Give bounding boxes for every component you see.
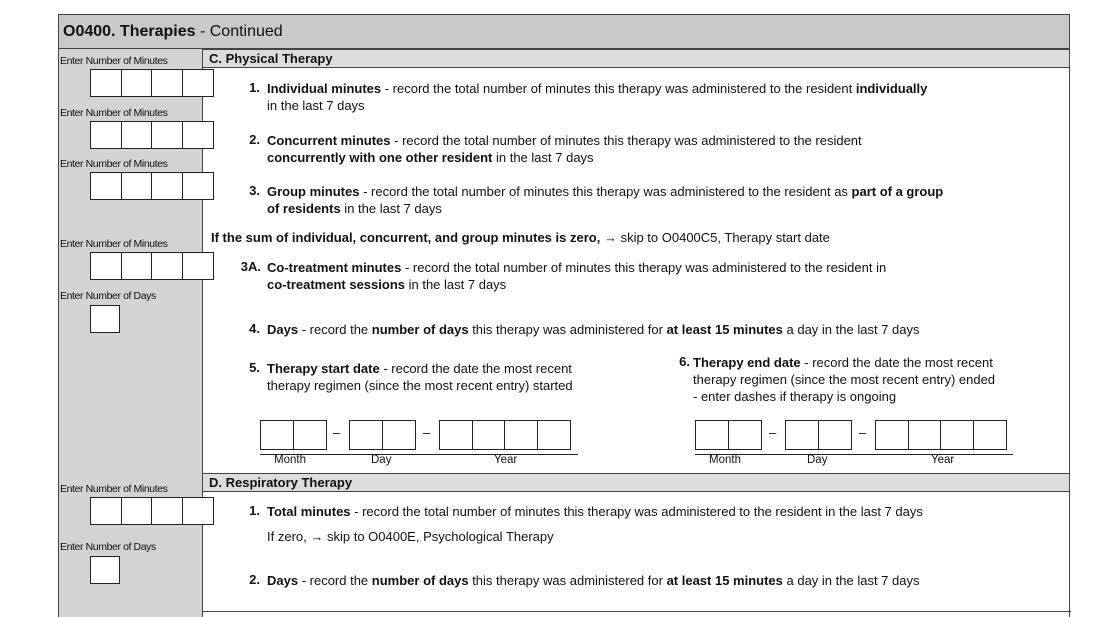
- entry-label-minutes: Enter Number of Minutes: [60, 55, 168, 67]
- item-number: 4.: [249, 321, 260, 336]
- month-label: Month: [274, 454, 306, 466]
- date-separator: –: [769, 425, 777, 440]
- entry-label-minutes: Enter Number of Minutes: [60, 158, 168, 170]
- c4-instructions: Days - record the number of days this therapy was administered for at least 15 minutes a day in the last 7 days: [267, 322, 920, 337]
- c4-days-input[interactable]: [90, 305, 120, 333]
- item-number: 1.: [249, 80, 260, 95]
- section-title-bar: [59, 15, 1069, 49]
- entry-label-minutes: Enter Number of Minutes: [60, 238, 168, 250]
- c3a-instructions: Co-treatment minutes - record the total number of minutes this therapy was administered to the resident in co-treatment sessions in the last 7 days: [267, 260, 887, 292]
- day-label: Day: [371, 454, 392, 466]
- date-separator: –: [423, 425, 431, 440]
- c6-year-input[interactable]: [875, 420, 1005, 450]
- section-d-header: D. Respiratory Therapy: [203, 473, 1069, 492]
- c3-minutes-input[interactable]: [90, 172, 212, 200]
- date-separator: –: [333, 425, 341, 440]
- item-number: 5.: [249, 360, 260, 375]
- c6-instructions: Therapy end date - record the date the most recent therapy regimen (since the most recent entry) ended - enter dashes if therapy is ongoing: [693, 355, 996, 404]
- c2-instructions: Concurrent minutes - record the total number of minutes this therapy was administered to the resident concurrently with one other resident in the last 7 days: [267, 133, 862, 165]
- item-number: 2.: [249, 572, 260, 587]
- month-label: Month: [709, 454, 741, 466]
- year-label: Year: [494, 454, 518, 466]
- entry-label-days: Enter Number of Days: [60, 541, 156, 553]
- c6-day-input[interactable]: [785, 420, 850, 450]
- entry-label-minutes: Enter Number of Minutes: [60, 483, 168, 495]
- c-skip-instruction: If the sum of individual, concurrent, and group minutes is zero, → skip to O0400C5, Therapy start date: [211, 230, 830, 245]
- item-number: 6.: [679, 354, 690, 369]
- item-number: 1.: [249, 503, 260, 518]
- c1-instructions: Individual minutes - record the total number of minutes this therapy was administered to the resident individually in the last 7 days: [267, 81, 928, 113]
- day-label: Day: [807, 454, 828, 466]
- year-label: Year: [931, 454, 955, 466]
- arrow-right-icon: →: [603, 230, 617, 245]
- c6-month-input[interactable]: [695, 420, 760, 450]
- section-c-header: C. Physical Therapy: [203, 49, 1069, 68]
- d1-instructions: Total minutes - record the total number of minutes this therapy was administered to the resident in the last 7 days: [267, 504, 923, 519]
- c5-day-input[interactable]: [349, 420, 414, 450]
- arrow-right-icon: →: [310, 529, 324, 544]
- d1-minutes-input[interactable]: [90, 497, 212, 525]
- entry-label-days: Enter Number of Days: [60, 290, 156, 302]
- section-code: O0400. Therapies: [63, 23, 196, 40]
- therapies-form: [58, 14, 1070, 617]
- d1-skip-instruction: If zero, → skip to O0400E, Psychological Therapy: [267, 529, 554, 544]
- entry-column: [59, 49, 203, 617]
- date-separator: –: [859, 425, 867, 440]
- d2-days-input[interactable]: [90, 556, 120, 584]
- item-number: 3.: [249, 183, 260, 198]
- c3-instructions: Group minutes - record the total number of minutes this therapy was administered to the resident as part of a group of residents in the last 7 days: [267, 184, 944, 216]
- c5-month-input[interactable]: [260, 420, 325, 450]
- c1-minutes-input[interactable]: [90, 69, 212, 97]
- c5-instructions: Therapy start date - record the date the most recent therapy regimen (since the most recent entry) started: [267, 361, 573, 393]
- c3a-minutes-input[interactable]: [90, 252, 212, 280]
- item-number: 3A.: [240, 259, 261, 274]
- d2-instructions: Days - record the number of days this therapy was administered for at least 15 minutes a day in the last 7 days: [267, 573, 920, 588]
- c2-minutes-input[interactable]: [90, 121, 212, 149]
- section-title-suffix: - Continued: [195, 23, 283, 40]
- item-number: 2.: [249, 132, 260, 147]
- next-section-divider: [203, 611, 1071, 612]
- c5-year-input[interactable]: [439, 420, 569, 450]
- entry-label-minutes: Enter Number of Minutes: [60, 107, 168, 119]
